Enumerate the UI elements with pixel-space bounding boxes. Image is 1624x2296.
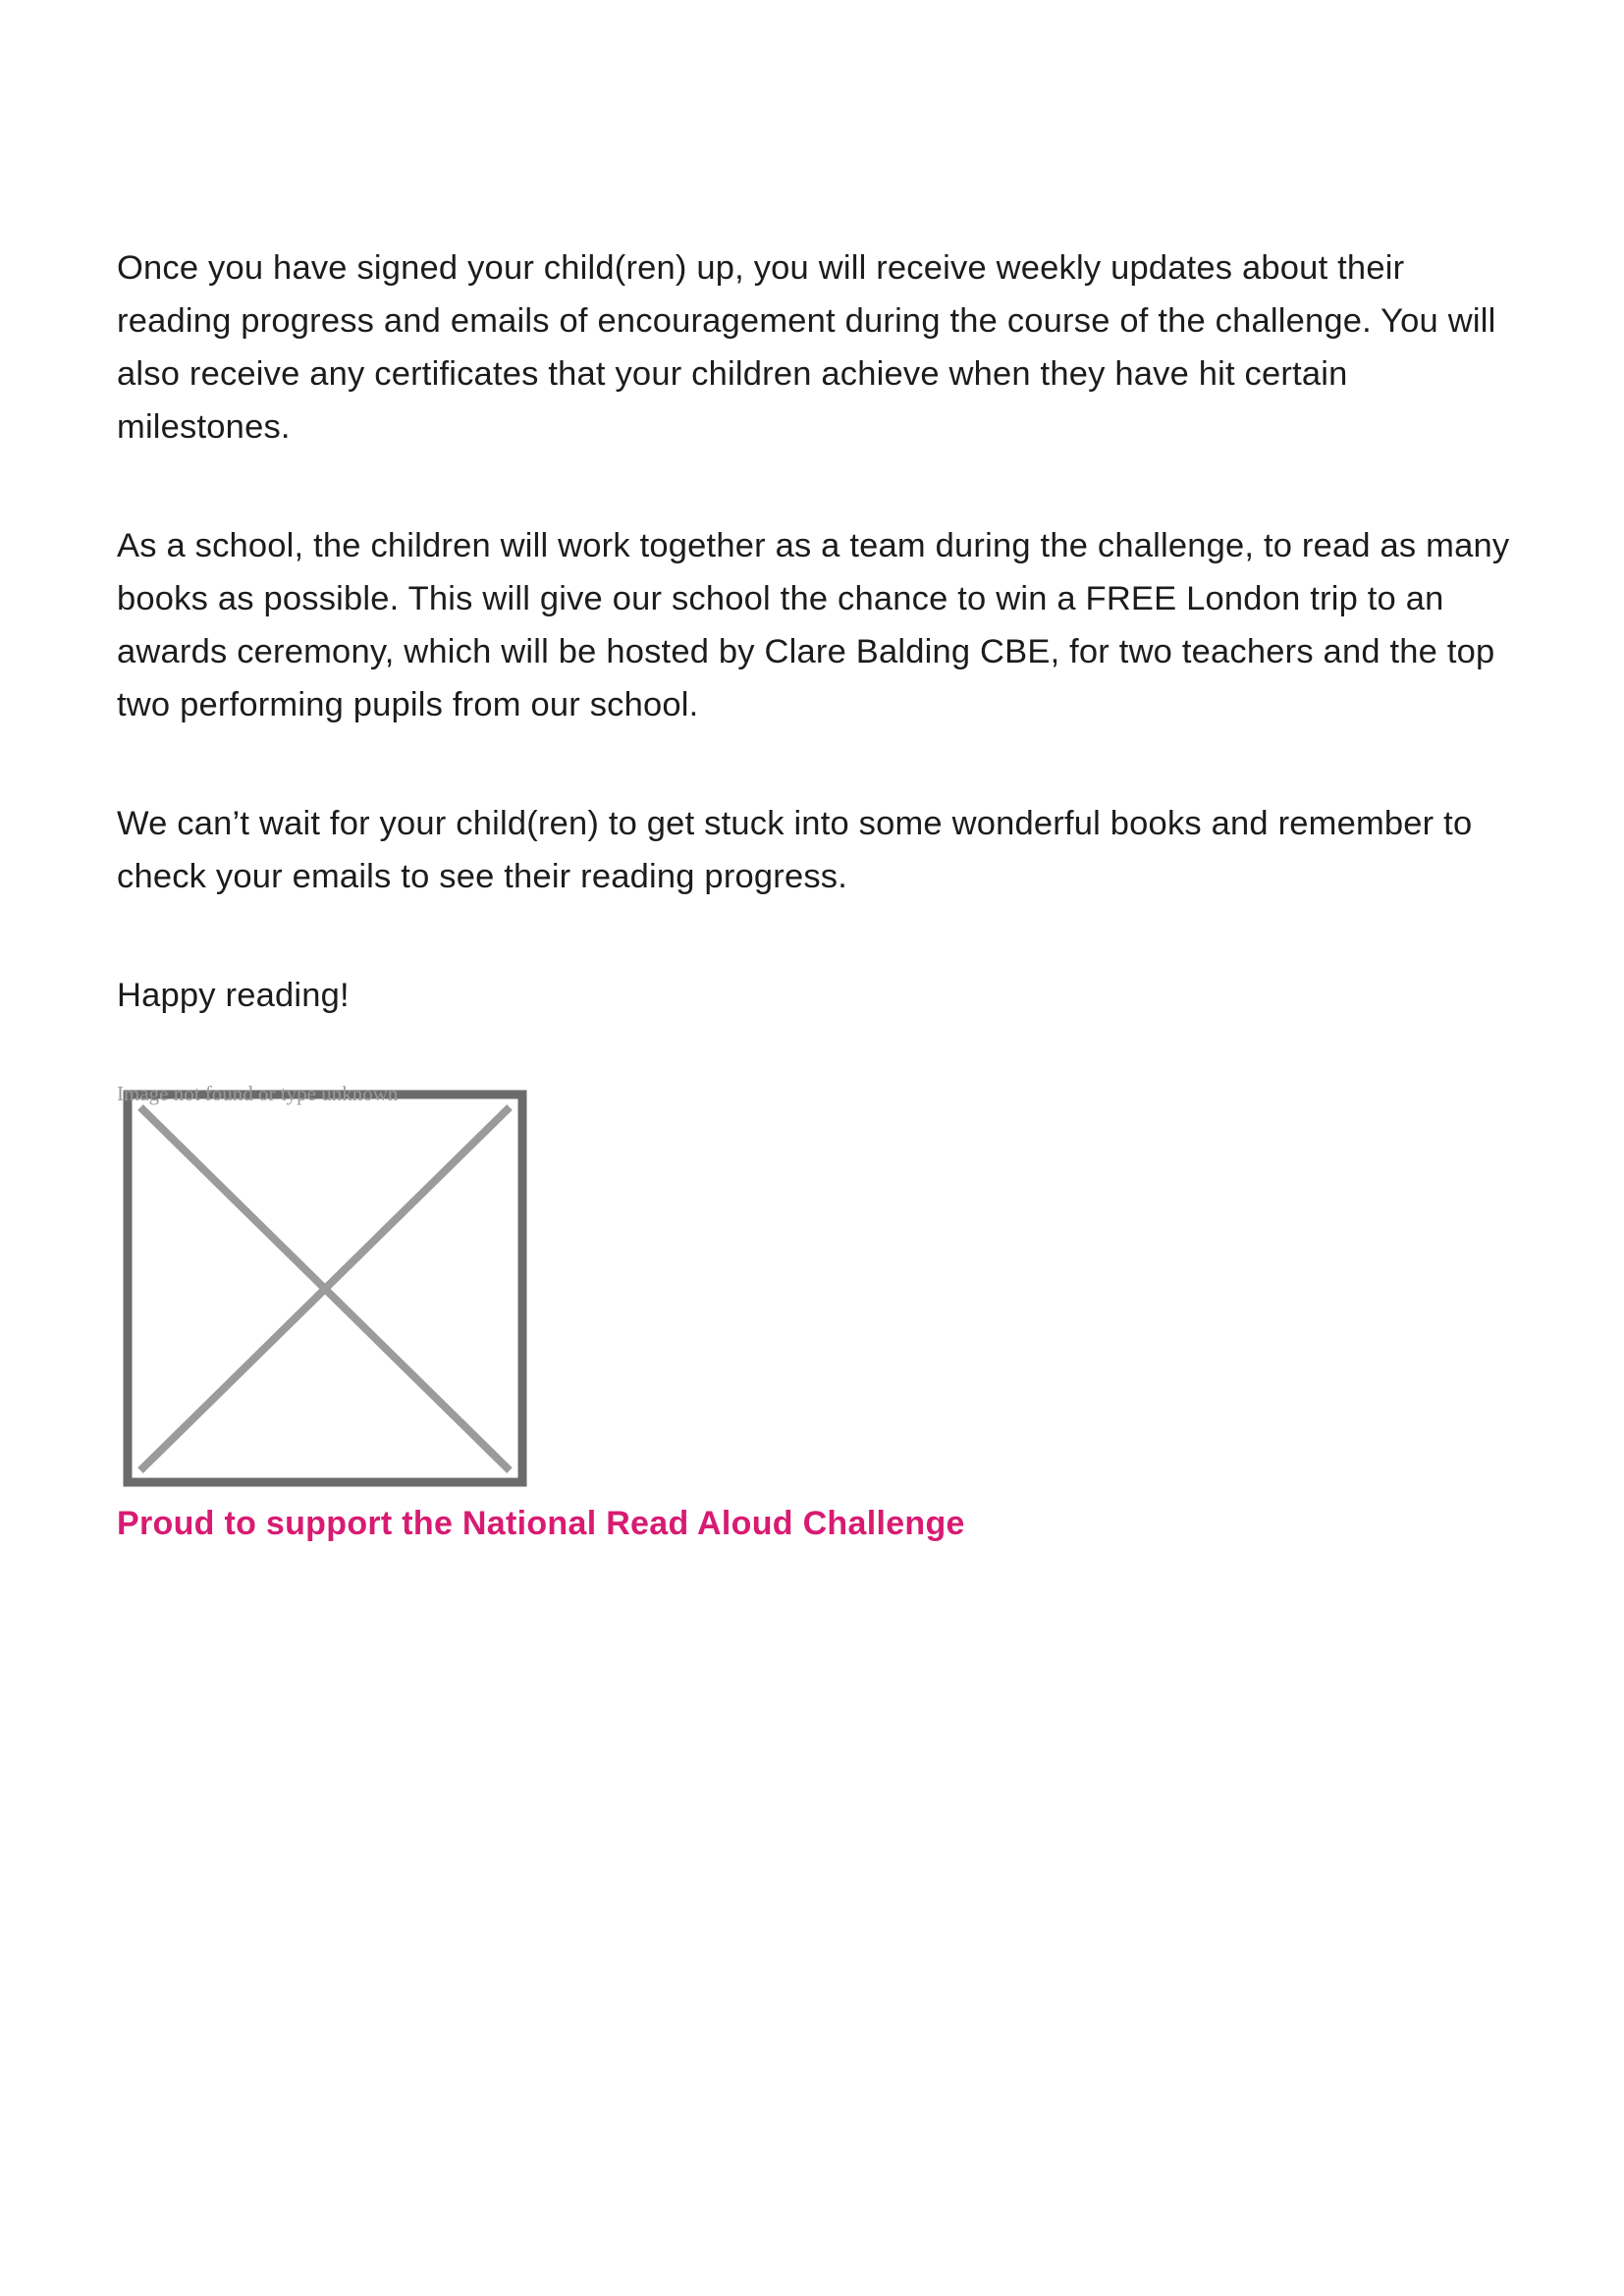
paragraph-check-emails: We can’t wait for your child(ren) to get stuck into some wonderful books and remember to check your emails to see their reading progress. [117,805,1473,895]
paragraph-signup-updates: Once you have signed your child(ren) up, you will receive weekly updates about their reading progress and emails of encouragement during the course of the challenge. You will also receive any certificates that your children achieve when they have hit certain milestones. [117,249,1496,446]
image-placeholder [117,1080,529,1492]
image-alt-text: Image not found or type unknown [117,1082,399,1105]
letter-body [117,241,1511,1022]
broken-image-icon [123,1090,527,1487]
paragraph-sign-off: Happy reading! [117,977,350,1014]
footer-tagline: Proud to support the National Read Aloud Challenge [117,1505,965,1542]
paragraph-team-challenge: As a school, the children will work together as a team during the challenge, to read as many books as possible. This will give our school the chance to win a FREE London trip to an awards ceremony, which will be hosted by Clare Balding CBE, for two teachers and the top two performing pupils from our school. [117,527,1510,723]
